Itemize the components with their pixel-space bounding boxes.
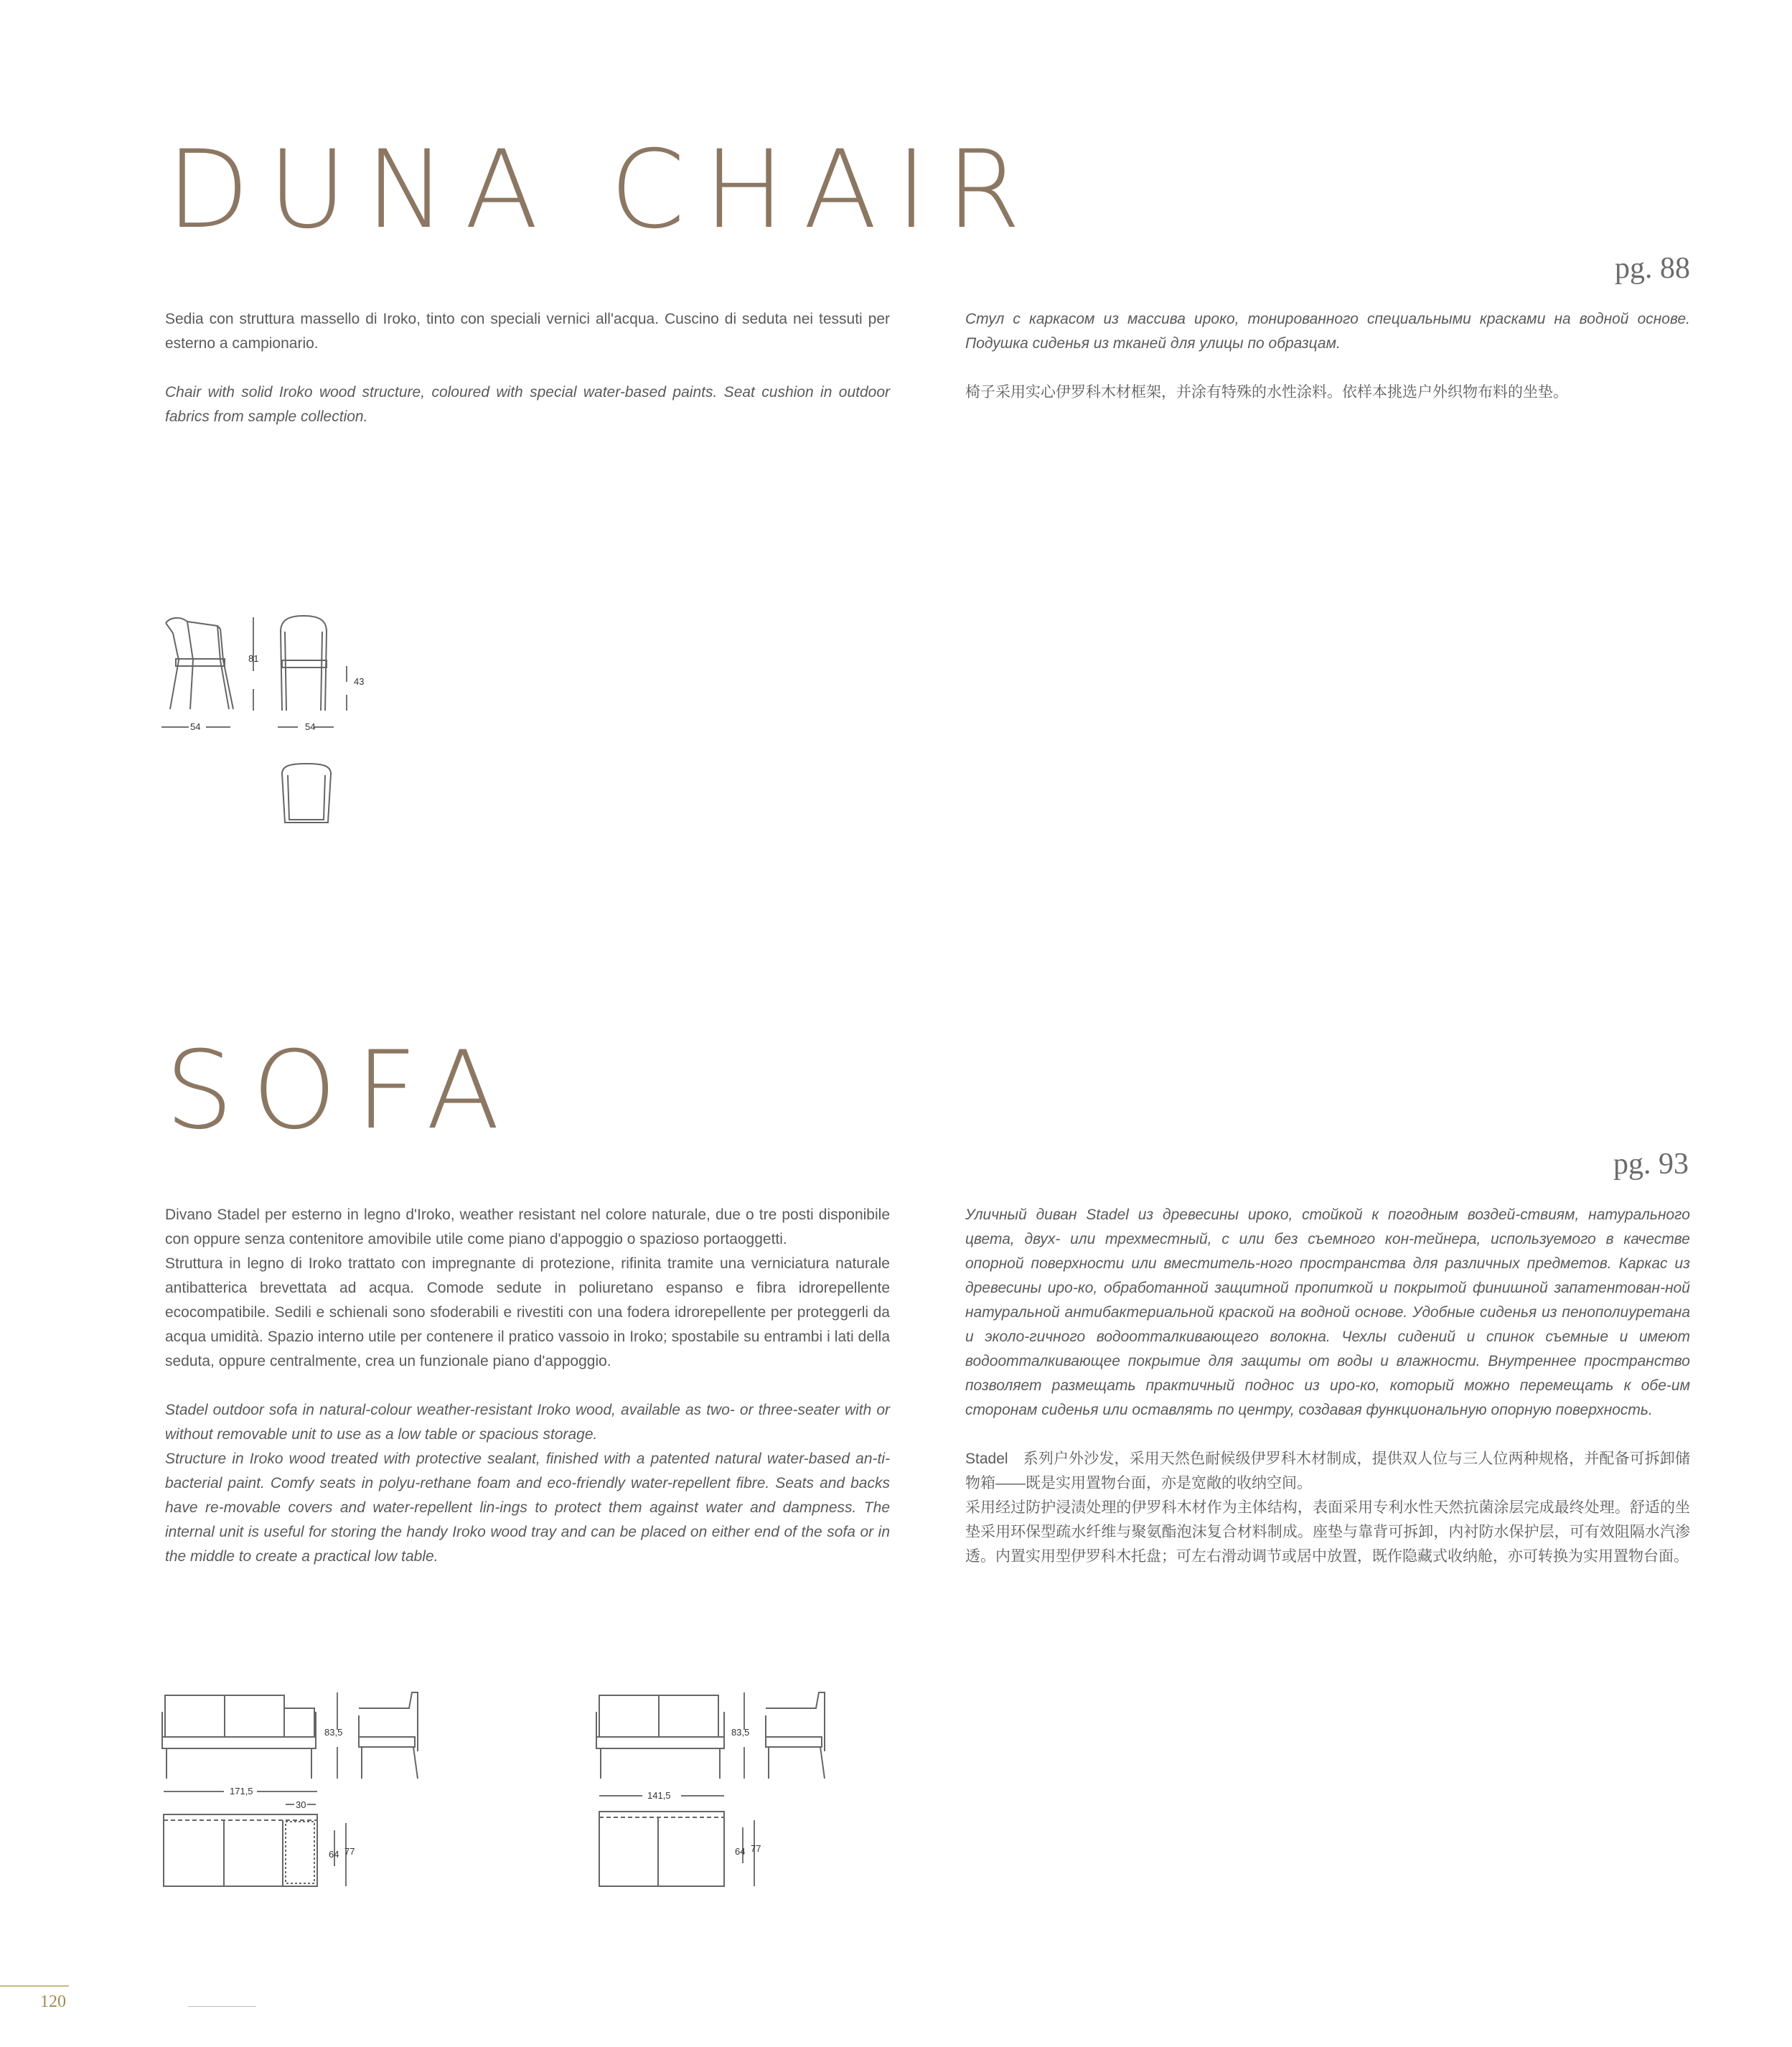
page-number: 120 (40, 1992, 66, 2011)
duna-text-en: Chair with solid Iroko wood structure, coloured with special water-based paints. Seat cushion in outdoor fabrics from sample collection. (165, 384, 890, 425)
two-seater-dim-height: 83,5 (731, 1727, 750, 1738)
sofa-text-en-1: Stadel outdoor sofa in natural-colour weather-resistant Iroko wood, available as two- or three-seater with or without removable unit to use as a low table or spacious storage. (165, 1402, 890, 1443)
footer-mark (188, 2006, 256, 2007)
three-seater-dim-depth-1: 64 (329, 1849, 339, 1860)
two-seater-dim-width: 141,5 (647, 1790, 671, 1801)
sofa-description-right (965, 1203, 1690, 1569)
sofa-description-left (165, 1203, 890, 1569)
duna-chair-title: DUNA CHAIR (166, 128, 1040, 253)
two-seater-front-view (596, 1695, 724, 1779)
duna-text-ru: Стул с каркасом из массива ироко, тонированного специальными красками на водной основе. Подушка сиденья из тканей для улицы по образцам. (965, 311, 1690, 352)
duna-description-left (165, 307, 890, 429)
duna-dim-seat-height: 43 (354, 676, 365, 687)
duna-dim-width: 54 (305, 721, 316, 732)
duna-page-ref: pg. 88 (1615, 252, 1690, 285)
duna-description-right (965, 307, 1690, 405)
three-seater-dim-depth-2: 77 (344, 1846, 355, 1857)
duna-dim-depth: 54 (190, 721, 201, 732)
three-seater-side-view (359, 1692, 418, 1779)
duna-chair-drawings (154, 610, 384, 825)
three-seater-dim-unit-width: 30 (296, 1799, 306, 1810)
sofa-text-ru: Уличный диван Stadel из древесины ироко, стойкой к погодным воздей-ствиям, натурального цвета, двух- или трехместный, с или без съемного кон-тейнера, используемого в качестве опорной поверхности или вместитель-ного пространства для различных предметов. Каркас из древесины иро-ко, обработанной защитной пропиткой и покрытой финишной запатентован-ной натуральной антибактериальной краской на водной основе. Удобные сиденья из пенополиуретана и эколо-гичного водоотталкивающего волокна. Чехлы сидений и спинок съемные и имеют водоотталкивающее покрытие для защиты от воды и влажности. Внутреннее пространство позволяет размещать практичный поднос из иро-ко, который можно перемещать к обе-им сторонам сиденья или оставлять по центру, создавая функциональную опорную поверхность. (965, 1207, 1690, 1418)
three-seater-dim-height: 83,5 (324, 1727, 343, 1738)
sofa-title: SOFA (165, 1029, 519, 1153)
two-seater-drawings (592, 1687, 850, 1902)
three-seater-dim-width: 171,5 (230, 1786, 253, 1797)
footer-rule (0, 1985, 69, 1987)
sofa-text-it-2: Struttura in legno di Iroko trattato con impregnante di protezione, rifinita tramite una verniciatura naturale antibatterica brevettata ad acqua. Comode sedute in poliuretano espanso e fibra idrorepellente ecocompatibile. Sedili e schienali sono sfoderabili e rivestiti con una fodera idrorepellente per proteggerli da acqua umidità. Spazio interno utile per contenere il pratico vassoio in Iroko; spostabile su entrambi i lati della seduta, oppure centralmente, crea un funzionale piano d'appoggio. (165, 1255, 890, 1369)
sofa-text-en-2: Structure in Iroko wood treated with protective sealant, finished with a patented natural water-based an-ti-bacterial paint. Comfy seats in polyu-rethane foam and eco-friendly water-repellent fibre. Seats and backs have re-movable covers and water-repellent lin-ings to protect them against water and dampness. The internal unit is useful for storing the handy Iroko wood tray and can be placed on either end of the sofa or in the middle to create a practical low table. (165, 1451, 890, 1565)
three-seater-top-view (164, 1814, 317, 1886)
sofa-text-zh-2: 采用经过防护浸渍处理的伊罗科木材作为主体结构，表面采用专利水性天然抗菌涂层完成最终处理。舒适的坐垫采用环保型疏水纤维与聚氨酯泡沫复合材料制成。座垫与靠背可拆卸，内衬防水保护层，可有效阻隔水汽渗透。内置实用型伊罗科木托盘；可左右滑动调节或居中放置，既作隐藏式收纳舱，亦可转换为实用置物台面。 (965, 1499, 1690, 1565)
duna-text-it: Sedia con struttura massello di Iroko, tinto con speciali vernici all'acqua. Cuscino di seduta nei tessuti per esterno a campionario. (165, 311, 890, 352)
two-seater-top-view (599, 1812, 724, 1886)
chair-front-view (281, 616, 327, 711)
duna-text-zh: 椅子采用实心伊罗科木材框架，并涂有特殊的水性涂料。依样本挑选户外织物布料的坐垫。 (965, 384, 1568, 400)
duna-dim-height: 81 (248, 653, 259, 664)
three-seater-front-view (162, 1695, 316, 1779)
two-seater-side-view (766, 1692, 825, 1779)
sofa-text-it-1: Divano Stadel per esterno in legno d'Iroko, weather resistant nel colore naturale, due o tre posti disponibile con oppure senza contenitore amovibile utile come piano d'appoggio o spazioso portaoggetti. (165, 1207, 890, 1247)
two-seater-dim-depth-1: 64 (735, 1846, 746, 1857)
sofa-page-ref: pg. 93 (1613, 1148, 1689, 1181)
chair-top-view (282, 764, 331, 823)
three-seater-drawings (158, 1687, 445, 1902)
sofa-text-zh-1: Stadel 系列户外沙发，采用天然色耐候级伊罗科木材制成，提供双人位与三人位两种规格，并配备可拆卸储物箱——既是实用置物台面，亦是宽敞的收纳空间。 (965, 1451, 1690, 1491)
chair-side-view (166, 618, 233, 709)
two-seater-dim-depth-2: 77 (751, 1843, 761, 1854)
